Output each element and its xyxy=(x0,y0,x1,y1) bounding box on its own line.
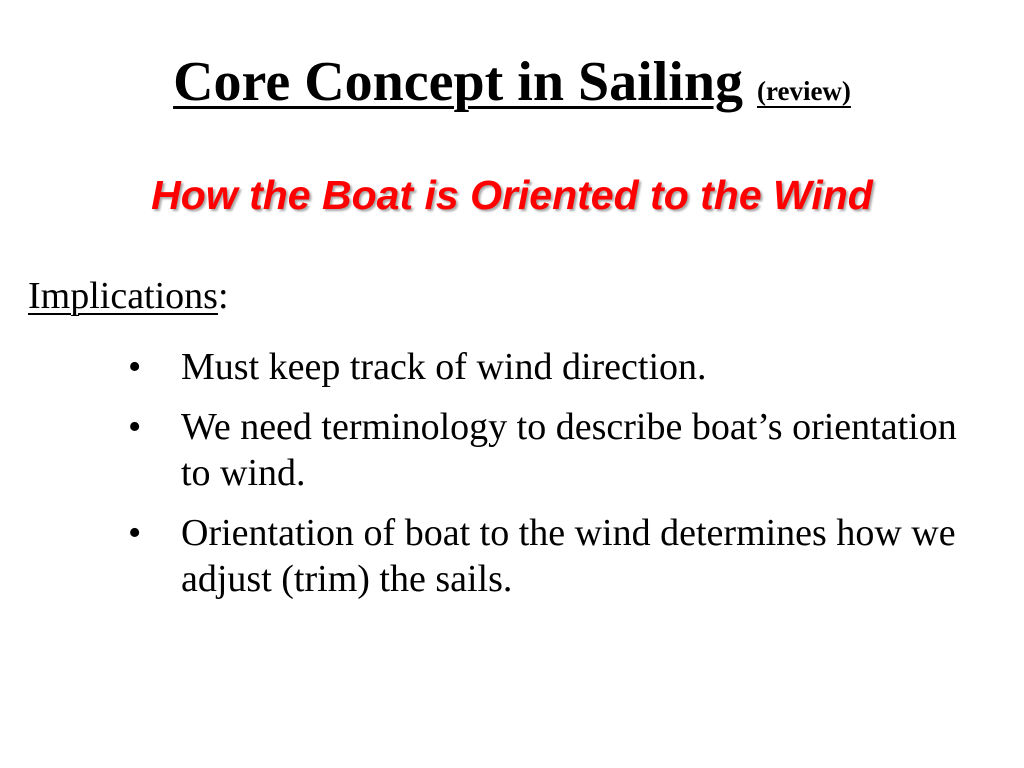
section-label-word: Implications xyxy=(28,275,218,317)
bullet-item xyxy=(128,510,988,602)
bullet-dot: • xyxy=(128,346,142,388)
bullet-item xyxy=(128,404,988,496)
bullet-item xyxy=(128,344,988,390)
section-label-colon: : xyxy=(217,275,229,317)
title-main: Core Concept in Sailing xyxy=(173,51,743,113)
bullet-dot: • xyxy=(128,512,142,554)
section-label xyxy=(28,274,229,320)
slide-title xyxy=(0,52,1024,114)
bullet-list xyxy=(128,344,988,616)
title-suffix: (review) xyxy=(756,76,851,106)
bullet-text: We need terminology to describe boat’s orientation to wind. xyxy=(181,406,957,494)
bullet-dot: • xyxy=(128,406,142,448)
bullet-text: Must keep track of wind direction. xyxy=(181,346,707,388)
bullet-text: Orientation of boat to the wind determines how we adjust (trim) the sails. xyxy=(181,512,956,600)
slide-subtitle: How the Boat is Oriented to the Wind xyxy=(151,172,873,218)
